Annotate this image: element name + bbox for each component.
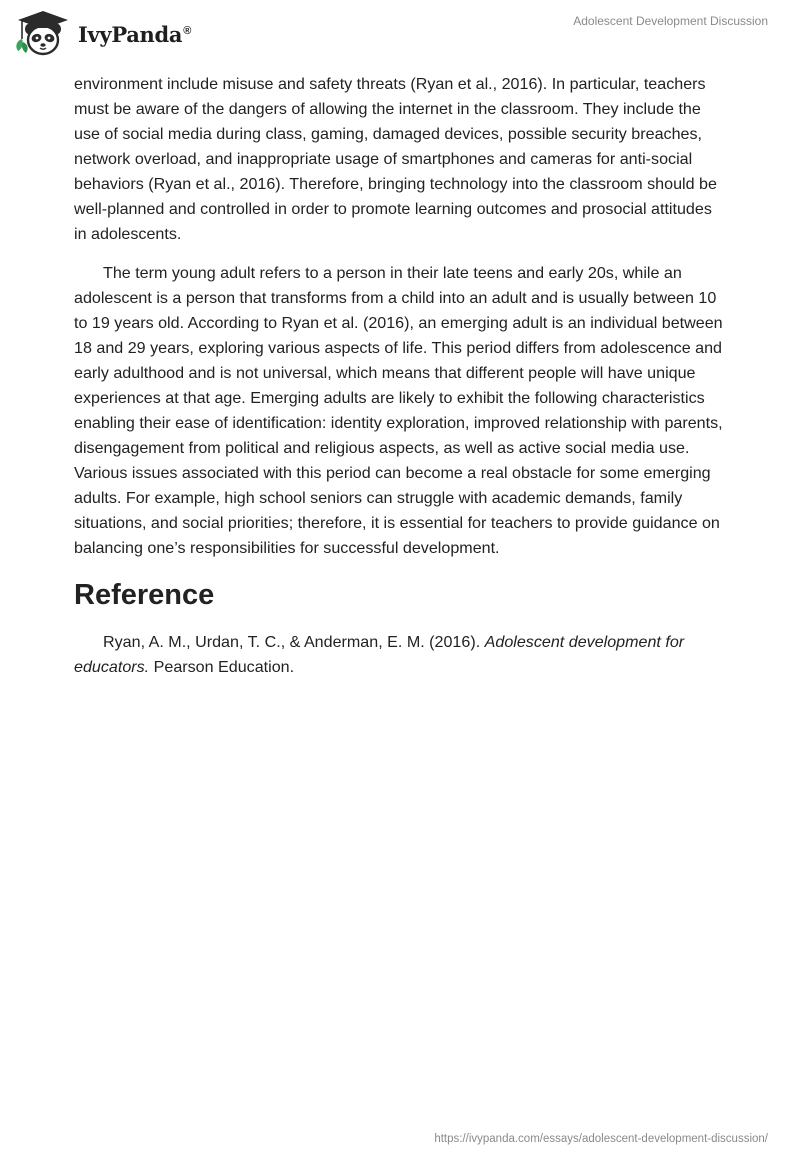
page-header	[0, 0, 800, 64]
logo-text: IvyPanda®	[78, 21, 192, 47]
reference-publisher: Pearson Education.	[149, 658, 295, 676]
reference-title: Adolescent development for educators.	[74, 633, 685, 676]
reference-entry	[74, 630, 726, 680]
paragraph: The term young adult refers to a person in their late teens and early 20s, while an adolescent is a person that transforms from a child into an adult and is usually between 10 to 19 years old. According to Ryan et al. (2016), an emerging adult is an individual between 18 and 29 years, exploring various aspects of life. This period differs from adolescence and early adulthood and is not universal, which means that different people will have unique experiences at that age. Emerging adults are likely to exhibit the following characteristics enabling their ease of identification: identity exploration, improved relationship with parents, disengagement from political and religious aspects, as well as active social media use. Various issues associated with this period can become a real obstacle for some emerging adults. For example, high school seniors can struggle with academic demands, family situations, and social priorities; therefore, it is essential for teachers to provide guidance on balancing one’s responsibilities for successful development.	[74, 264, 723, 557]
panda-graduation-cap-icon	[14, 9, 72, 57]
ivypanda-logo[interactable]	[14, 8, 191, 58]
reference-authors: Ryan, A. M., Urdan, T. C., & Anderman, E. M. (2016).	[103, 633, 485, 651]
document-title: Adolescent Development Discussion	[573, 14, 768, 28]
essay-content	[74, 72, 726, 694]
paragraph: environment include misuse and safety threats (Ryan et al., 2016). In particular, teachers must be aware of the dangers of allowing the internet in the classroom. They include the use of social media during class, gaming, damaged devices, possible security breaches, network overload, and inappropriate usage of smartphones and cameras for anti-social behaviors (Ryan et al., 2016). Therefore, bringing technology into the classroom should be well-planned and controlled in order to promote learning outcomes and prosocial attitudes in adolescents.	[74, 75, 717, 243]
footer-url[interactable]: https://ivypanda.com/essays/adolescent-development-discussion/	[434, 1133, 768, 1145]
reference-heading: Reference	[74, 579, 215, 611]
